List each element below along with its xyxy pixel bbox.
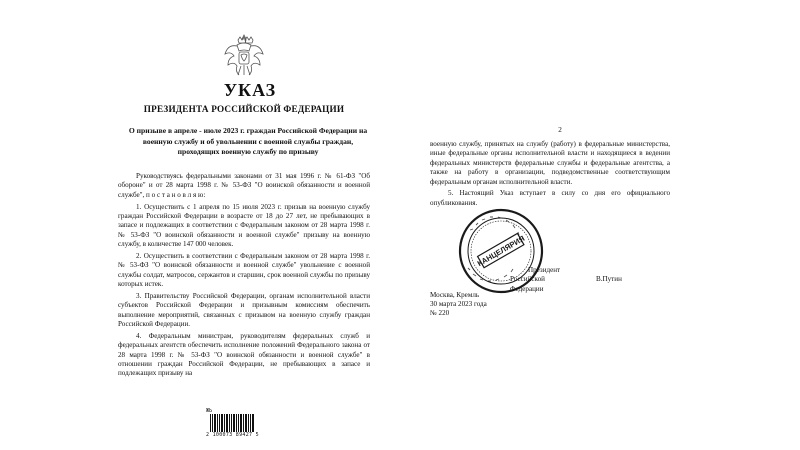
decree-body-continued <box>430 140 670 210</box>
paragraph-4-continued: военную службу, принятых на службу (работу) в федеральные министерства, иные федеральные органы исполнительной власти и находящиеся в ведении федеральных министерств федеральные службы и федеральные агентства, а также на работу в организации, подведомственные соответствующим федеральным органам исполнительной власти. <box>430 140 670 186</box>
signature-title-line2: Российской Федерации <box>510 275 545 293</box>
paragraph-1: 1. Осуществить с 1 апреля по 15 июля 2023 г. призыв на военную службу граждан Российской Федерации в возрасте от 18 до 27 лет, не пребывающих в запасе и подлежащих в соответствии с Федеральным законом от 28 марта 1998 г. № 53-ФЗ "О воинской обязанности и военной службе" призыву на военную службу, в количестве 147 000 человек. <box>118 202 370 249</box>
signature-title-line1: Президент <box>528 266 561 274</box>
decree-heading: О призыве в апреле - июле 2023 г. граждан Российской Федерации на военную службу и об увольнении с военной службы граждан, проходящих военную службу по призыву <box>128 126 368 156</box>
decree-number: № 220 <box>430 309 450 318</box>
paragraph-3: 3. Правительству Российской Федерации, органам исполнительной власти субъектов Российской Федерации и призывным комиссиям обеспечить выполнение мероприятий, связанных с призывом на военную службу граждан Российской Федерации. <box>118 291 370 328</box>
decree-subtitle: ПРЕЗИДЕНТА РОССИЙСКОЙ ФЕДЕРАЦИИ <box>143 104 345 114</box>
paragraph-preamble: Руководствуясь федеральными законами от 31 мая 1996 г. № 61-ФЗ "Об обороне" и от 28 марта 1998 г. № 53-ФЗ "О воинской обязанности и военной службе", п о с т а н о в л я ю: <box>118 172 370 199</box>
paragraph-4: 4. Федеральным министрам, руководителям федеральных служб и федеральных агентств обеспечить исполнение положений Федерального закона от 28 марта 1998 г. № 53-ФЗ "О воинской обязанности и военной службе" в отношении граждан Российской Федерации, не пребывающих в запасе и подлежащих призыву на <box>118 331 370 378</box>
signature-block <box>430 266 670 319</box>
decree-body <box>118 172 370 381</box>
barcode-block <box>206 408 262 438</box>
barcode-number: 2 100073 89427 5 <box>206 432 259 438</box>
signature-title <box>430 266 570 294</box>
barcode-mark: ЖЬ <box>206 408 213 414</box>
barcode-icon <box>210 414 254 432</box>
date: 30 марта 2023 года <box>430 300 487 309</box>
place: Москва, Кремль <box>430 291 480 299</box>
signature-name: В.Путин <box>596 275 622 284</box>
place-date-block <box>430 291 670 319</box>
decree-title: УКАЗ <box>223 80 277 100</box>
paragraph-2: 2. Осуществить в соответствии с Федеральным законом от 28 марта 1998 г. № 53-ФЗ "О воинской обязанности и военной службе" увольнение с военной службы солдат, матросов, сержантов и старшин, срок военной службы по призыву которых истек. <box>118 251 370 289</box>
decree-page-2 <box>400 0 800 450</box>
page-number: 2 <box>558 126 562 134</box>
stamp-label: КАНЦЕЛЯРИЯ <box>475 233 527 269</box>
paragraph-5: 5. Настоящий Указ вступает в силу со дня его официального опубликования. <box>430 189 670 207</box>
coat-of-arms-emblem-icon <box>224 34 264 78</box>
